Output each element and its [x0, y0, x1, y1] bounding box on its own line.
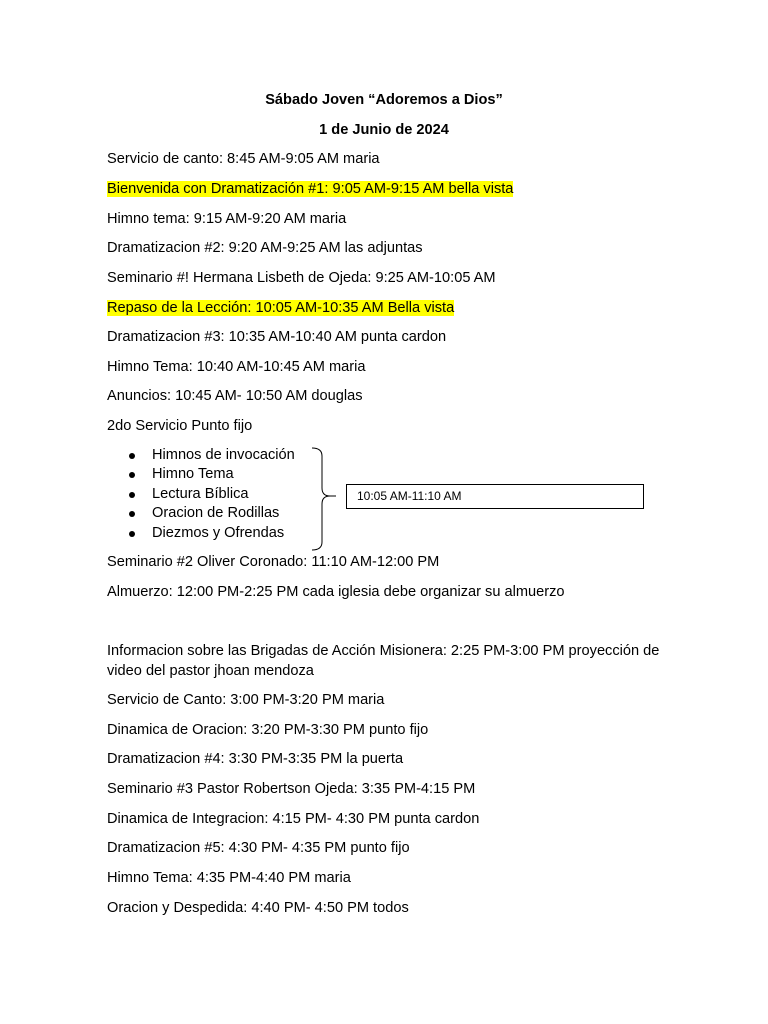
schedule-line-highlighted: [107, 298, 454, 318]
schedule-line-text: Himno tema: 9:15 AM-9:20 AM maria: [107, 211, 347, 227]
schedule-line-text: Himno Tema: 4:35 PM-4:40 PM maria: [107, 870, 351, 886]
schedule-line-text: 2do Servicio Punto fijo: [107, 418, 253, 434]
schedule-line: [107, 720, 428, 740]
second-service-time: 10:05 AM-11:10 AM: [357, 489, 462, 503]
schedule-line: [107, 357, 365, 377]
schedule-line-text: Himno Tema: 10:40 AM-10:45 AM maria: [107, 359, 366, 375]
schedule-line: [107, 868, 351, 888]
schedule-line-text: Dramatizacion #4: 3:30 PM-3:35 PM la puerta: [107, 751, 404, 767]
schedule-line-text: Dinamica de Integracion: 4:15 PM- 4:30 PM punta cardon: [107, 811, 480, 827]
list-item-label: Lectura Bíblica: [152, 485, 249, 502]
list-item-label: Himnos de invocación: [152, 447, 295, 463]
list-item-label: Himno Tema: [152, 466, 234, 483]
schedule-line-text: Bienvenida con Dramatización #1: 9:05 AM-9:15 AM bella vista: [107, 181, 514, 197]
schedule-line-text: Dramatizacion #5: 4:30 PM- 4:35 PM punto fijo: [107, 840, 410, 856]
schedule-line-text: Seminario #3 Pastor Robertson Ojeda: 3:35 PM-4:15 PM: [107, 781, 476, 797]
schedule-line: [107, 552, 439, 572]
list-item-label: Oracion de Rodillas: [152, 505, 280, 522]
schedule-line-text: Anuncios: 10:45 AM- 10:50 AM douglas: [107, 388, 363, 404]
schedule-line: [107, 149, 380, 169]
schedule-line-highlighted: [107, 179, 513, 199]
schedule-line: [107, 386, 363, 406]
schedule-line-text: Repaso de la Lección: 10:05 AM-10:35 AM Bella vista: [107, 300, 455, 316]
schedule-line: [107, 327, 446, 347]
schedule-line-text: Oracion y Despedida: 4:40 PM- 4:50 PM todos: [107, 900, 409, 916]
schedule-line: [107, 268, 496, 288]
schedule-line-text: Servicio de Canto: 3:00 PM-3:20 PM maria: [107, 692, 385, 708]
schedule-line: [107, 898, 409, 918]
bullet-icon: [129, 492, 135, 498]
curly-brace-icon: [310, 446, 346, 552]
bullet-icon: [129, 453, 135, 459]
schedule-line-text: Seminario #2 Oliver Coronado: 11:10 AM-12:00 PM: [107, 554, 440, 570]
schedule-line-text: Dramatizacion #2: 9:20 AM-9:25 AM las adjuntas: [107, 240, 423, 256]
schedule-line: [107, 238, 423, 258]
second-service-time-box: [346, 484, 644, 509]
schedule-line: [107, 582, 565, 602]
schedule-line: [107, 749, 403, 769]
document-title: Sábado Joven “Adoremos a Dios”: [265, 92, 503, 108]
list-item: [107, 504, 295, 523]
second-service-list: [107, 446, 295, 543]
bullet-icon: [129, 472, 135, 478]
schedule-line: [107, 809, 479, 829]
schedule-line: [107, 416, 252, 436]
list-item: [107, 524, 295, 543]
bullet-icon: [129, 531, 135, 537]
schedule-line-text: Informacion sobre las Brigadas de Acción Misionera: 2:25 PM-3:00 PM proyección de video del pastor jhoan mendoza: [107, 643, 660, 679]
schedule-line-text: Dinamica de Oracion: 3:20 PM-3:30 PM punto fijo: [107, 722, 429, 738]
list-item: [107, 446, 295, 465]
schedule-line: [107, 690, 384, 710]
schedule-line: [107, 209, 346, 229]
schedule-line-multiline: [107, 641, 667, 681]
list-item: [107, 485, 295, 504]
schedule-line-text: Dramatizacion #3: 10:35 AM-10:40 AM punta cardon: [107, 329, 447, 345]
document-date: 1 de Junio de 2024: [319, 122, 449, 138]
bullet-icon: [129, 511, 135, 517]
list-item-label: Diezmos y Ofrendas: [152, 524, 285, 541]
schedule-line: [107, 838, 410, 858]
list-item: [107, 465, 295, 484]
schedule-line-text: Seminario #! Hermana Lisbeth de Ojeda: 9:25 AM-10:05 AM: [107, 270, 496, 286]
schedule-line-text: Almuerzo: 12:00 PM-2:25 PM cada iglesia debe organizar su almuerzo: [107, 584, 565, 600]
schedule-line: [107, 779, 475, 799]
schedule-line-text: Servicio de canto: 8:45 AM-9:05 AM maria: [107, 151, 380, 167]
